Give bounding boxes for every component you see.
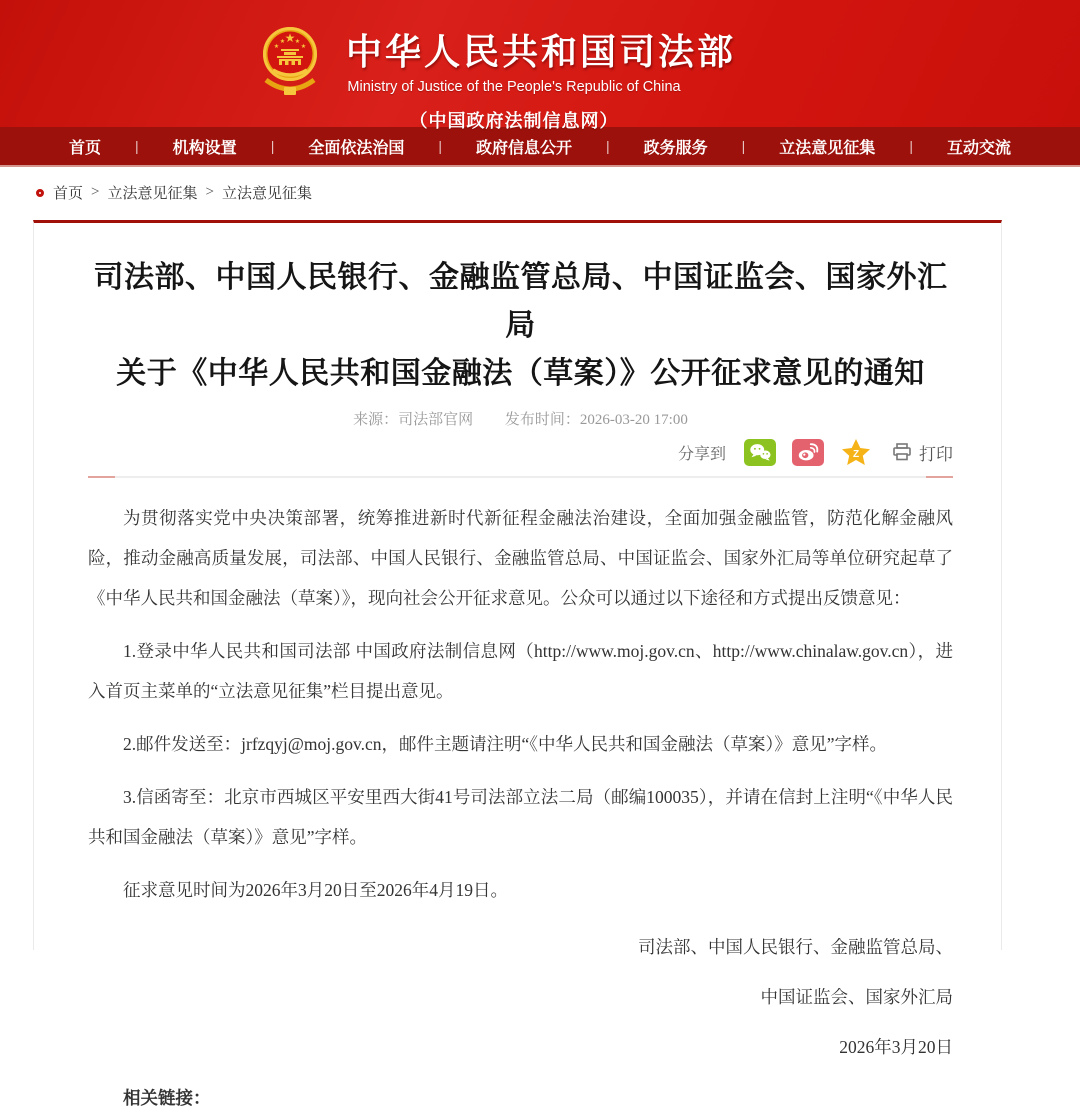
main-nav bbox=[0, 127, 1080, 167]
svg-text:★: ★ bbox=[273, 44, 280, 50]
site-title-english: Ministry of Justice of the People's Republic of China bbox=[347, 79, 681, 95]
nav-separator: | bbox=[135, 138, 139, 154]
article-source: 来源：司法部官网 bbox=[353, 412, 474, 428]
share-label: 分享到 bbox=[677, 445, 726, 463]
nav-separator: | bbox=[270, 138, 275, 154]
svg-text:★: ★ bbox=[294, 39, 301, 45]
article-body bbox=[88, 498, 953, 1118]
breadcrumb-separator: > bbox=[205, 184, 214, 200]
title-divider bbox=[88, 476, 953, 478]
breadcrumb-bullet-icon bbox=[36, 189, 44, 197]
paragraph-method-email: 2.邮件发送至：jrfzqyj@moj.gov.cn，邮件主题请注明“《中华人民共和国金融法（草案）》意见”字样。 bbox=[123, 734, 888, 754]
breadcrumb-legislation-comments[interactable]: 立法意见征集 bbox=[107, 186, 198, 202]
article-meta bbox=[88, 408, 953, 429]
nav-item-organization[interactable]: 机构设置 bbox=[172, 139, 237, 157]
related-links-label: 相关链接： bbox=[123, 1088, 211, 1108]
signature-date: 2026年3月20日 bbox=[839, 1037, 953, 1057]
paragraph-method-mail: 3.信函寄至：北京市西城区平安里西大街41号司法部立法二局（邮编100035），并请在信封上注明“《中华人民共和国金融法（草案）》意见”字样。 bbox=[88, 787, 953, 847]
nav-separator: | bbox=[606, 138, 610, 154]
paragraph-intro: 为贯彻落实党中央决策部署，统筹推进新时代新征程金融法治建设，全面加强金融监管，防范化解金融风险，推动金融高质量发展，司法部、中国人民银行、金融监管总局、中国证监会、国家外汇局等单位研究起草了《中华人民共和国金融法（草案）》，现向社会公开征求意见。公众可以通过以下途径和方式提出反馈意见： bbox=[88, 508, 953, 608]
signature-line2: 中国证监会、国家外汇局 bbox=[760, 987, 953, 1007]
qzone-share-icon[interactable] bbox=[840, 439, 872, 466]
national-emblem-icon bbox=[259, 20, 321, 106]
svg-text:Z: Z bbox=[852, 449, 860, 460]
breadcrumb-current: 立法意见征集 bbox=[221, 186, 312, 202]
svg-text:★: ★ bbox=[284, 31, 296, 45]
weibo-share-icon[interactable] bbox=[792, 439, 824, 466]
nav-item-rule-of-law[interactable]: 全面依法治国 bbox=[308, 139, 405, 157]
svg-text:★: ★ bbox=[300, 44, 307, 50]
wechat-share-icon[interactable] bbox=[744, 439, 776, 466]
breadcrumb-separator: > bbox=[91, 184, 100, 200]
article-title-line2: 关于《中华人民共和国金融法（草案）》公开征求意见的通知 bbox=[116, 357, 925, 390]
nav-item-home[interactable]: 首页 bbox=[69, 139, 102, 157]
article-content-box bbox=[33, 220, 1002, 1108]
site-subtitle: （中国政府法制信息网） bbox=[409, 111, 619, 131]
paragraph-deadline: 征求意见时间为2026年3月20日至2026年4月19日。 bbox=[123, 880, 508, 900]
article-title bbox=[88, 254, 953, 398]
print-button[interactable] bbox=[892, 440, 953, 465]
site-header bbox=[0, 0, 1080, 131]
nav-item-interaction[interactable]: 互动交流 bbox=[946, 139, 1011, 157]
breadcrumb-home[interactable]: 首页 bbox=[53, 186, 84, 202]
site-title: 中华人民共和国司法部 bbox=[346, 32, 737, 72]
nav-separator: | bbox=[438, 138, 442, 154]
article-publish-time: 发布时间：2026-03-20 17:00 bbox=[504, 412, 688, 428]
signature-line1: 司法部、中国人民银行、金融监管总局、 bbox=[638, 937, 953, 957]
svg-text:★: ★ bbox=[279, 39, 286, 45]
share-row bbox=[88, 437, 953, 467]
signature-block bbox=[88, 928, 953, 1066]
article-title-line1: 司法部、中国人民银行、金融监管总局、中国证监会、国家外汇局 bbox=[93, 261, 948, 342]
printer-icon bbox=[892, 443, 912, 461]
nav-separator: | bbox=[909, 138, 913, 154]
nav-item-legislation-comments[interactable]: 立法意见征集 bbox=[779, 139, 876, 157]
nav-separator: | bbox=[741, 138, 746, 154]
nav-item-services[interactable]: 政务服务 bbox=[643, 139, 708, 157]
nav-item-gov-info[interactable]: 政府信息公开 bbox=[475, 139, 572, 157]
site-titles bbox=[346, 24, 737, 133]
breadcrumb bbox=[0, 167, 1080, 212]
paragraph-method-website: 1.登录中华人民共和国司法部 中国政府法制信息网（http://www.moj.gov.cn、http://www.chinalaw.gov.cn），进入首页主菜单的“立法意见征集”栏目提出意见。 bbox=[88, 641, 953, 701]
print-label: 打印 bbox=[919, 444, 953, 464]
